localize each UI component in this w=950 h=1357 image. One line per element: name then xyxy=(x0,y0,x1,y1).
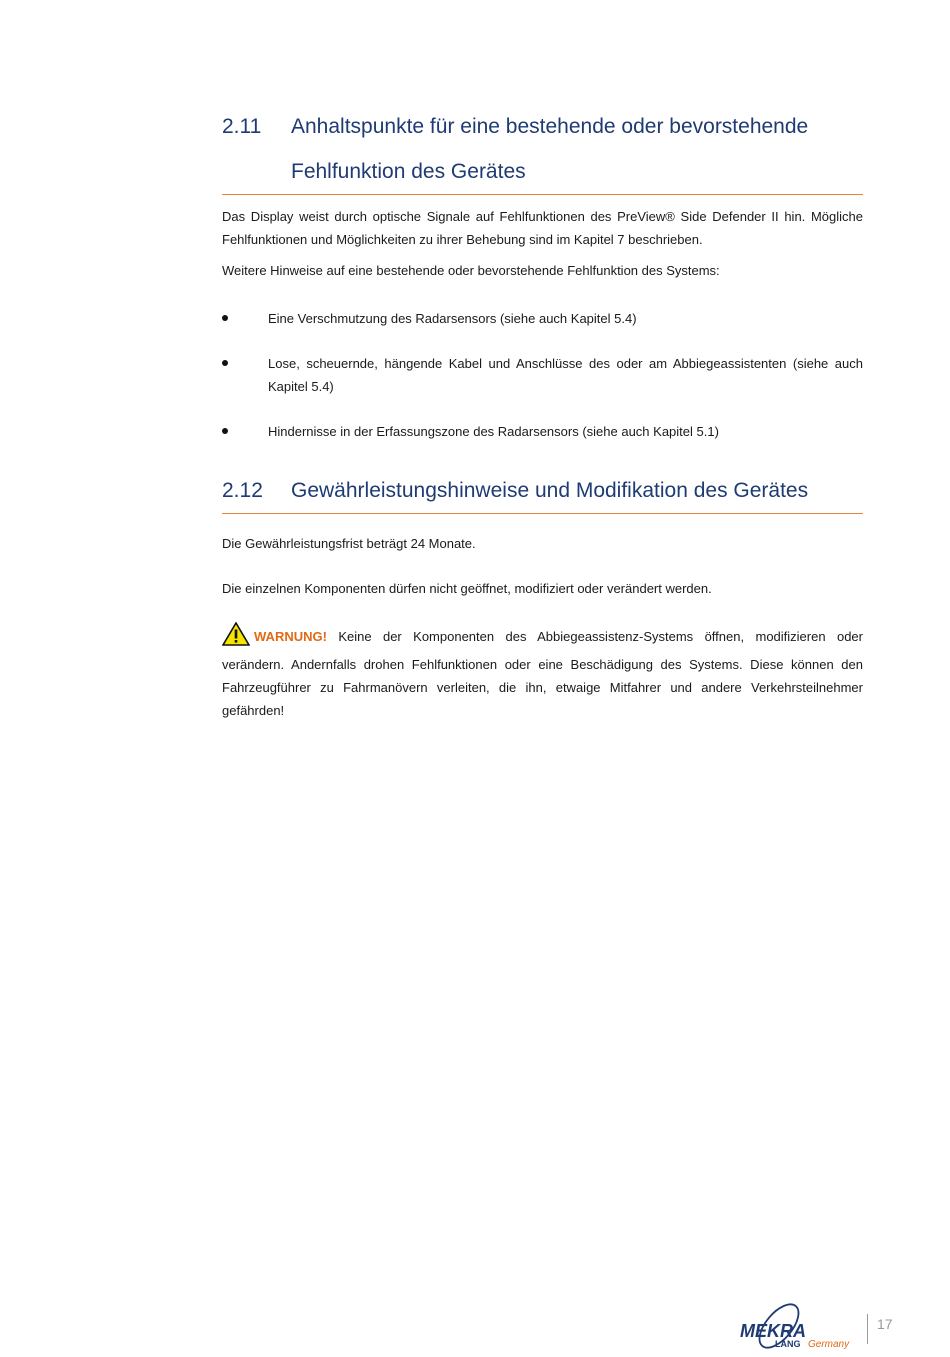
warning-paragraph xyxy=(222,622,863,722)
section-2-11 xyxy=(222,104,863,443)
bullet-icon xyxy=(222,315,228,321)
paragraph: Weitere Hinweise auf eine bestehende oder bevorstehende Fehlfunktion des Systems: xyxy=(222,263,720,278)
list-item xyxy=(222,352,863,398)
list-item xyxy=(222,420,863,443)
section-2-12 xyxy=(222,468,863,722)
paragraph: Die Gewährleistungsfrist beträgt 24 Monate. xyxy=(222,536,476,551)
section-number: 2.11 xyxy=(222,115,262,138)
mekra-lang-logo xyxy=(737,1296,853,1357)
warning-label: WARNUNG! xyxy=(254,629,327,644)
list-item-text: Hindernisse in der Erfassungszone des Radarsensors (siehe auch Kapitel 5.1) xyxy=(268,424,719,439)
section-title: Anhaltspunkte für eine bestehende oder bevorstehende Fehlfunktion des Gerätes xyxy=(291,115,809,183)
list-item-text: Lose, scheuernde, hängende Kabel und Anschlüsse des oder am Abbiegeassistenten (siehe auch Kapitel 5.4) xyxy=(268,356,863,394)
section-number: 2.12 xyxy=(222,479,263,502)
warning-text: Keine der Komponenten des Abbiegeassistenz-Systems öffnen, modifizieren oder verändern. Andernfalls drohen Fehlfunktionen oder eine Beschädigung des Systems. Diese können den Fahrzeugführer zu Fahrmanövern verleiten, die ihn, etwaige Mitfahrer und andere Verkehrsteilnehmer gefährden! xyxy=(222,629,863,718)
list-item-text: Eine Verschmutzung des Radarsensors (siehe auch Kapitel 5.4) xyxy=(268,311,637,326)
section-title: Gewährleistungshinweise und Modifikation des Gerätes xyxy=(291,479,809,502)
bullet-list xyxy=(222,307,863,443)
warning-icon xyxy=(222,622,250,653)
logo-text: MEKRA xyxy=(740,1321,806,1341)
footer-divider xyxy=(867,1314,868,1344)
logo-subtext: LANG xyxy=(775,1339,801,1349)
logo-country: Germany xyxy=(808,1339,850,1350)
section-heading xyxy=(222,104,863,195)
bullet-icon xyxy=(222,360,228,366)
page-number: 17 xyxy=(877,1316,893,1332)
bullet-icon xyxy=(222,428,228,434)
paragraph: Die einzelnen Komponenten dürfen nicht geöffnet, modifiziert oder verändert werden. xyxy=(222,581,712,596)
section-heading xyxy=(222,468,863,514)
list-item xyxy=(222,307,863,330)
paragraph: Das Display weist durch optische Signale auf Fehlfunktionen des PreView® Side Defender II hin. Mögliche Fehlfunktionen und Möglichkeiten zu ihrer Behebung sind im Kapitel 7 beschrieben. xyxy=(222,209,863,247)
